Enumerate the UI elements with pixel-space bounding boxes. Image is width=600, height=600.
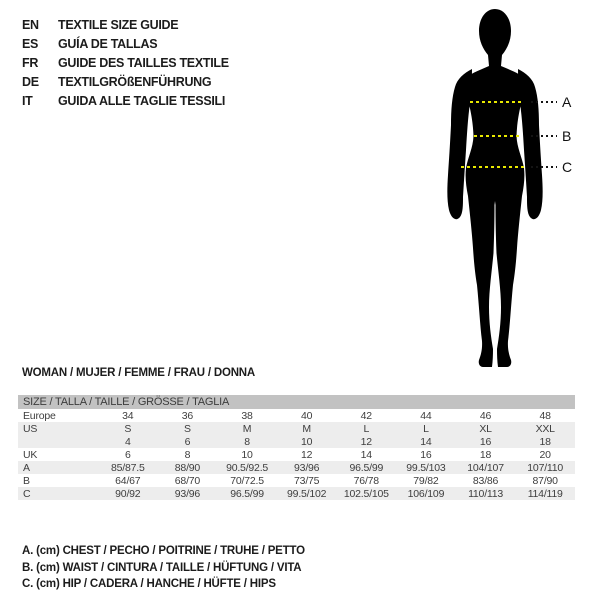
cell: 20 [539, 448, 551, 461]
cell: 68/70 [174, 474, 201, 487]
table-row-us-numeric [18, 435, 575, 448]
cell: 90.5/92.5 [217, 461, 277, 474]
cell: 96.5/99 [217, 487, 277, 500]
table-row-waist [18, 474, 575, 487]
language-title: GUÍA DE TALLAS [58, 36, 158, 51]
language-title: TEXTILE SIZE GUIDE [58, 17, 179, 32]
cell: 12 [301, 448, 313, 461]
language-row-en [22, 15, 229, 34]
table-row-us [18, 422, 575, 435]
cell: 34 [122, 409, 134, 422]
hip-leader-line [531, 166, 557, 168]
marker-label-b: B [562, 128, 572, 144]
cell: 83/86 [472, 474, 499, 487]
cell: L [337, 422, 397, 435]
table-row-europe [18, 409, 575, 422]
language-code: EN [22, 17, 39, 32]
cell: 6 [158, 435, 218, 448]
cell: 64/67 [115, 474, 141, 487]
table-header-row [18, 395, 575, 409]
row-label: US [18, 422, 98, 435]
cell: 87/90 [532, 474, 558, 487]
cell: 16 [456, 435, 516, 448]
language-title: GUIDA ALLE TAGLIE TESSILI [58, 93, 226, 108]
cell: 48 [539, 409, 551, 422]
cell: L [396, 422, 456, 435]
hip-measure-line [461, 166, 524, 168]
cell: 106/109 [396, 487, 456, 500]
cell: 4 [98, 435, 158, 448]
row-label: A [18, 461, 98, 474]
language-title: TEXTILGRÖßENFÜHRUNG [58, 74, 212, 89]
row-label: C [18, 487, 98, 500]
woman-silhouette [430, 5, 600, 370]
cell: 18 [515, 435, 575, 448]
cell: 8 [184, 448, 191, 461]
cell: 44 [420, 409, 432, 422]
cell: S [98, 422, 158, 435]
cell: S [158, 422, 218, 435]
table-row-hip [18, 487, 575, 500]
cell: 14 [396, 435, 456, 448]
cell: 6 [124, 448, 131, 461]
cell: 36 [181, 409, 194, 422]
cell: 42 [360, 409, 372, 422]
legend-waist: B. (cm) WAIST / CINTURA / TAILLE / HÜFTUNG / VITA [22, 561, 302, 574]
cell: 70/72.5 [230, 474, 264, 487]
cell: 88/90 [158, 461, 218, 474]
table-row-uk [18, 448, 575, 461]
cell: 46 [479, 409, 492, 422]
size-table [18, 395, 575, 500]
language-title-list [22, 15, 229, 110]
language-code: ES [22, 36, 39, 51]
cell: 104/107 [456, 461, 516, 474]
cell: 38 [241, 409, 253, 422]
language-row-it [22, 91, 229, 110]
marker-label-a: A [562, 94, 572, 110]
cell: 16 [420, 448, 432, 461]
cell: 73/75 [294, 474, 320, 487]
cell: 110/113 [456, 487, 516, 500]
waist-leader-line [531, 135, 557, 137]
cell: 99.5/103 [396, 461, 456, 474]
language-code: FR [22, 55, 39, 70]
silhouette-body [461, 9, 529, 367]
cell: 18 [479, 448, 492, 461]
row-label [18, 435, 98, 448]
cell: 8 [217, 435, 277, 448]
legend-chest: A. (cm) CHEST / PECHO / POITRINE / TRUHE / PETTO [22, 545, 305, 557]
language-title: GUIDE DES TAILLES TEXTILE [58, 55, 229, 70]
marker-label-c: C [562, 159, 573, 175]
language-row-de [22, 72, 229, 91]
cell: 76/78 [353, 474, 379, 487]
cell: 14 [360, 448, 372, 461]
cell: 107/110 [515, 461, 575, 474]
cell: 40 [301, 409, 313, 422]
cell: XL [456, 422, 516, 435]
table-header: SIZE / TALLA / TAILLE / GRÖSSE / TAGLIA [18, 395, 575, 409]
cell: 93/96 [158, 487, 218, 500]
cell: 96.5/99 [337, 461, 397, 474]
language-code: IT [22, 93, 33, 108]
measurement-legend [22, 545, 305, 595]
cell: 12 [337, 435, 397, 448]
section-title: WOMAN / MUJER / FEMME / FRAU / DONNA [22, 367, 256, 379]
language-row-es [22, 34, 229, 53]
row-label: Europe [23, 409, 56, 422]
cell: 10 [241, 448, 253, 461]
cell: 85/87.5 [98, 461, 158, 474]
cell: 79/82 [413, 474, 439, 487]
cell: 99.5/102 [277, 487, 337, 500]
cell: M [217, 422, 277, 435]
cell: XXL [515, 422, 575, 435]
waist-measure-line [474, 135, 519, 137]
cell: 102.5/105 [337, 487, 397, 500]
table-row-chest [18, 461, 575, 474]
cell: 90/92 [98, 487, 158, 500]
cell: 10 [277, 435, 337, 448]
language-row-fr [22, 53, 229, 72]
row-label: B [23, 474, 30, 487]
language-code: DE [22, 74, 39, 89]
chest-leader-line [531, 101, 557, 103]
chest-measure-line [470, 101, 524, 103]
legend-hip: C. (cm) HIP / CADERA / HANCHE / HÜFTE / HIPS [22, 578, 276, 590]
cell: 93/96 [277, 461, 337, 474]
row-label: UK [23, 448, 38, 461]
cell: M [277, 422, 337, 435]
cell: 114/119 [515, 487, 575, 500]
